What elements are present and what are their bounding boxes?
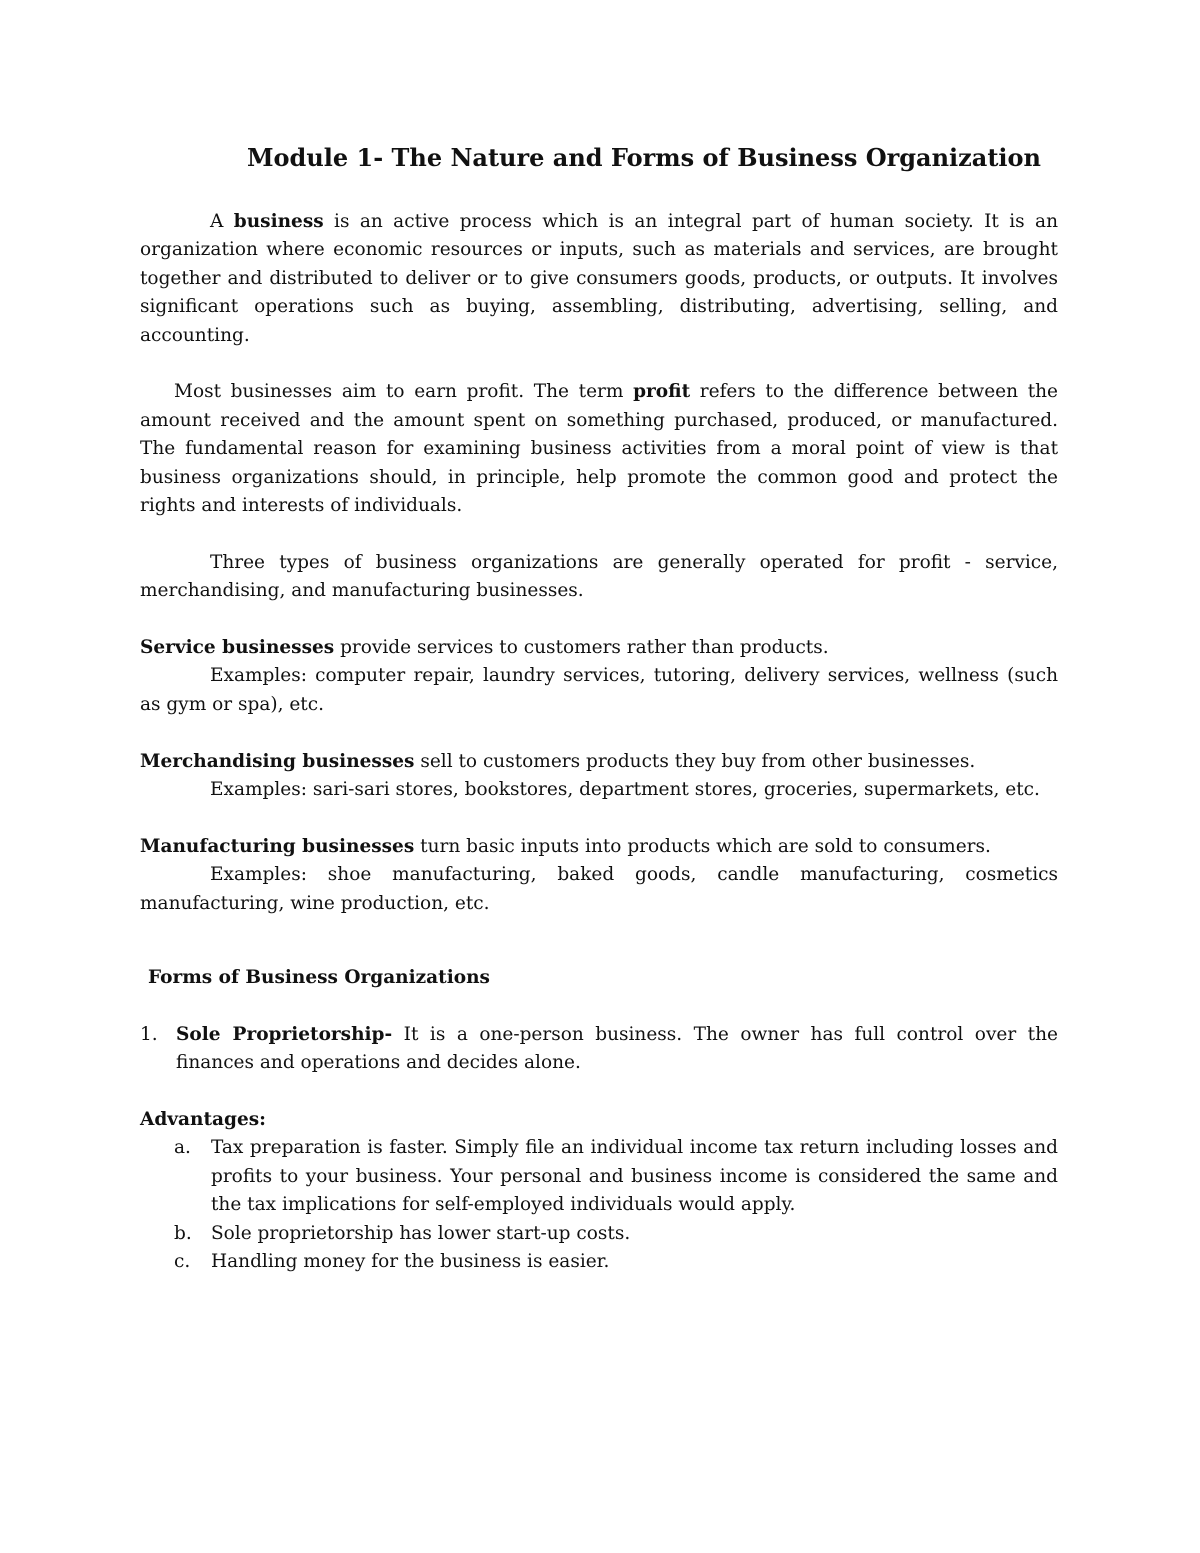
advantage-letter: c. [174,1251,191,1273]
merchandising-examples: Examples: sari-sari stores, bookstores, department stores, groceries, supermarkets, etc. [210,779,1040,801]
form-term: Sole Proprietorship- [176,1023,393,1045]
advantage-item [140,1220,1058,1248]
advantage-text: Handling money for the business is easier. [211,1251,610,1273]
advantage-letter: b. [174,1222,192,1244]
manufacturing-business-definition [140,833,1058,861]
advantage-item [140,1134,1058,1219]
manufacturing-term: Manufacturing businesses [140,835,415,857]
service-term: Service businesses [140,637,335,659]
profit-term: profit [633,381,691,403]
forms-heading: Forms of Business Organizations [148,967,490,989]
profit-post: refers to the difference between the amount received and the amount spent on something purchased, produced, or manufactured. The fundamental reason for examining business activities from a moral point of view is that business organizations should, in principle, help promote the common good and protect the rights and interests of individuals. [140,381,1058,517]
service-desc: provide services to customers rather than products. [334,637,829,659]
form-number: 1. [140,1023,158,1045]
advantages-label: Advantages: [140,1109,266,1131]
advantage-text: Sole proprietorship has lower start-up costs. [211,1222,631,1244]
advantages-heading [140,1106,1058,1134]
intro-term: business [233,211,324,232]
profit-pre: Most businesses aim to earn profit. The term [174,381,634,403]
profit-paragraph [140,378,1058,520]
service-examples: Examples: computer repair, laundry services, tutoring, delivery services, wellness (such as gym or spa), etc. [140,665,1058,715]
form-item-sole-proprietorship [140,1021,1058,1078]
advantage-item [140,1248,1058,1276]
intro-paragraph [140,208,1058,350]
manufacturing-examples: Examples: shoe manufacturing, baked goods, candle manufacturing, cosmetics manufacturing, wine production, etc. [140,864,1058,914]
document-page [140,138,1058,1277]
advantage-text: Tax preparation is faster. Simply file an individual income tax return including losses and profits to your business. Your personal and business income is considered the same and the tax implications for self-employed individuals would apply. [211,1137,1058,1216]
intro-pre: A [210,211,234,232]
advantage-letter: a. [174,1137,191,1159]
types-paragraph: Three types of business organizations are generally operated for profit - service, merchandising, and manufacturing businesses. [140,551,1058,602]
merchandising-term: Merchandising businesses [140,750,415,772]
advantages-list [140,1134,1058,1276]
page-title: Module 1- The Nature and Forms of Business Organization [246,143,1041,172]
merchandising-business-definition [140,748,1058,776]
form-desc: It is a one-person business. The owner has full control over the finances and operations and decides alone. [176,1023,1058,1074]
forms-list [140,1021,1058,1078]
intro-post: is an active process which is an integral part of human society. It is an organization where economic resources or inputs, such as materials and services, are brought together and distributed to deliver or to give consumers goods, products, or outputs. It involves significant operations such as buying, assembling, distributing, advertising, selling, and accounting. [140,211,1059,346]
merchandising-desc: sell to customers products they buy from other businesses. [414,750,976,772]
service-business-definition [140,634,1058,662]
manufacturing-desc: turn basic inputs into products which are sold to consumers. [414,835,991,857]
